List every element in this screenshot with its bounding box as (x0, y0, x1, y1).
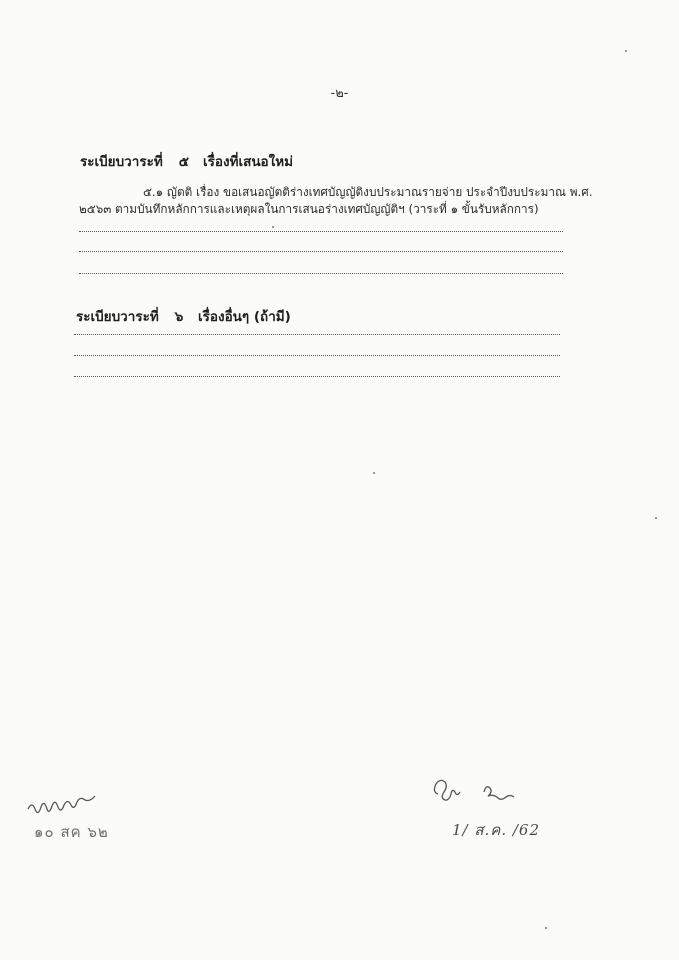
agenda-6-number: ๖ (174, 309, 184, 325)
scan-speck (625, 50, 627, 52)
agenda-5-blank-line-1 (79, 231, 563, 232)
page-number: -๒- (330, 86, 349, 101)
agenda-6-heading (76, 305, 183, 327)
right-signature-scribble (428, 772, 528, 808)
agenda-5-number: ๕ (178, 154, 189, 170)
scan-speck (545, 927, 547, 929)
agenda-6-blank-line-3 (74, 376, 560, 377)
left-signature-scribble (26, 795, 106, 819)
agenda-6-blank-line-1 (74, 334, 560, 335)
agenda-5-blank-line-2 (79, 251, 563, 252)
scan-speck (373, 472, 375, 474)
agenda-5-title: เรื่องที่เสนอใหม่ (203, 154, 294, 170)
agenda-5-body-line-1: ๕.๑ ญัตติ เรื่อง ขอเสนอญัตติร่างเทศบัญญัติงบประมาณรายจ่าย ประจำปีงบประมาณ พ.ศ. (143, 185, 593, 199)
agenda-5-label: ระเบียบวาระที่ (80, 154, 163, 170)
agenda-6-label: ระเบียบวาระที่ (76, 309, 159, 325)
scan-speck (655, 517, 657, 519)
left-date-stamp: ๑๐ สค ๖๒ (34, 823, 109, 841)
scan-speck (272, 226, 274, 228)
agenda-6-title: เรื่องอื่นๆ (ถ้ามี) (198, 309, 291, 325)
agenda-5-body-line-2: ๒๕๖๓ ตามบันทึกหลักการและเหตุผลในการเสนอร่างเทศบัญญัติฯ (วาระที่ ๑ ขั้นรับหลักการ) (79, 202, 539, 216)
agenda-5-blank-line-3 (79, 273, 563, 274)
right-date: 1/ ส.ค. /62 (452, 821, 540, 839)
agenda-5-heading (80, 150, 189, 172)
agenda-6-blank-line-2 (74, 355, 560, 356)
